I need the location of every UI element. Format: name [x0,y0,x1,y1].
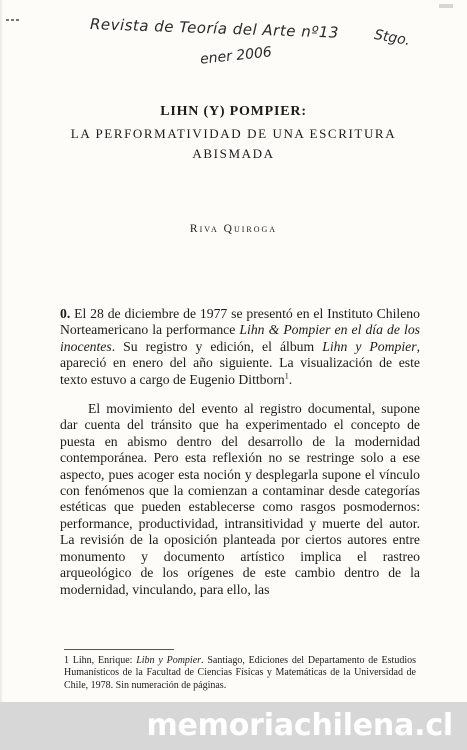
handwritten-line-3: ener 2006 [199,44,273,68]
footnote-text-b: . Santiago, Ediciones del Departamento de Estudios Humanísticos de la Facultad de Ciencias Físicas y Matemáticas de la Universidad de Chile, 1978. Sin numeración de páginas. [64,655,416,691]
watermark-logo: memoriachilena.cl [146,708,453,743]
performance-title: Lihn & Pompier en el día de los inocentes [60,322,420,354]
corner-mark [6,6,32,8]
paragraph-1-text-a: El 28 de diciembre de 1977 se presentó en el Instituto Chileno Norteamericano la performance [60,306,420,338]
paragraph-1-text-c: , apareció en enero del año siguiente. La visualización de este texto estuvo a cargo de Eugenio Dittborn [60,338,420,387]
footnote [64,655,416,692]
subtitle-line-1: LA PERFORMATIVIDAD DE UNA ESCRITURA [70,126,397,141]
article-body [60,306,420,598]
paragraph-1-text-b: . Su registro y edición, el álbum [111,338,323,354]
album-title: Lihn y Pompier [322,338,417,354]
scan-artifact [439,4,453,8]
article-title: LIHN (Y) POMPIER: [160,104,307,119]
handwritten-line-2: Stgo. [372,26,412,50]
footnote-text-a: 1 Lihn, Enrique: [64,655,137,666]
author-name: Riva Quiroga [189,223,278,235]
footnote-divider [64,649,174,650]
article-subtitle [40,124,427,164]
footnote-reference: 1 [284,371,289,381]
paragraph-1 [60,306,420,388]
subtitle-line-2: ABISMADA [192,146,275,161]
paragraph-1-text-d: . [288,371,293,387]
article-title-block [40,103,427,164]
footnote-book-title: Libn y Pompier [136,655,202,666]
section-number: 0. [60,306,71,321]
scan-edge-shadow [0,0,3,702]
paragraph-2: El movimiento del evento al registro documental, supone dar cuenta del tránsito que ha experimentado el concepto de puesta en abismo dentro del desarrollo de la modernidad contemporánea. Pero esta reflexión no se restringe solo a ese aspecto, pues acoger esta noción y desplegarla supone el vínculo con fenómenos que la comienzan a contaminar desde categorías estéticas que pueden establecerse como rasgos posmodernos: performance, productividad, intransitividad y muerte del autor. La revisión de la oposición planteada por ciertos autores entre monumento y documento artístico implica el rastreo arqueológico de los orígenes de este cambio dentro de la modernidad, vinculando, para ello, las [60,401,420,597]
handwritten-line-1: Revista de Teoría del Arte nº13 [89,15,340,42]
handwritten-annotation [90,12,430,72]
